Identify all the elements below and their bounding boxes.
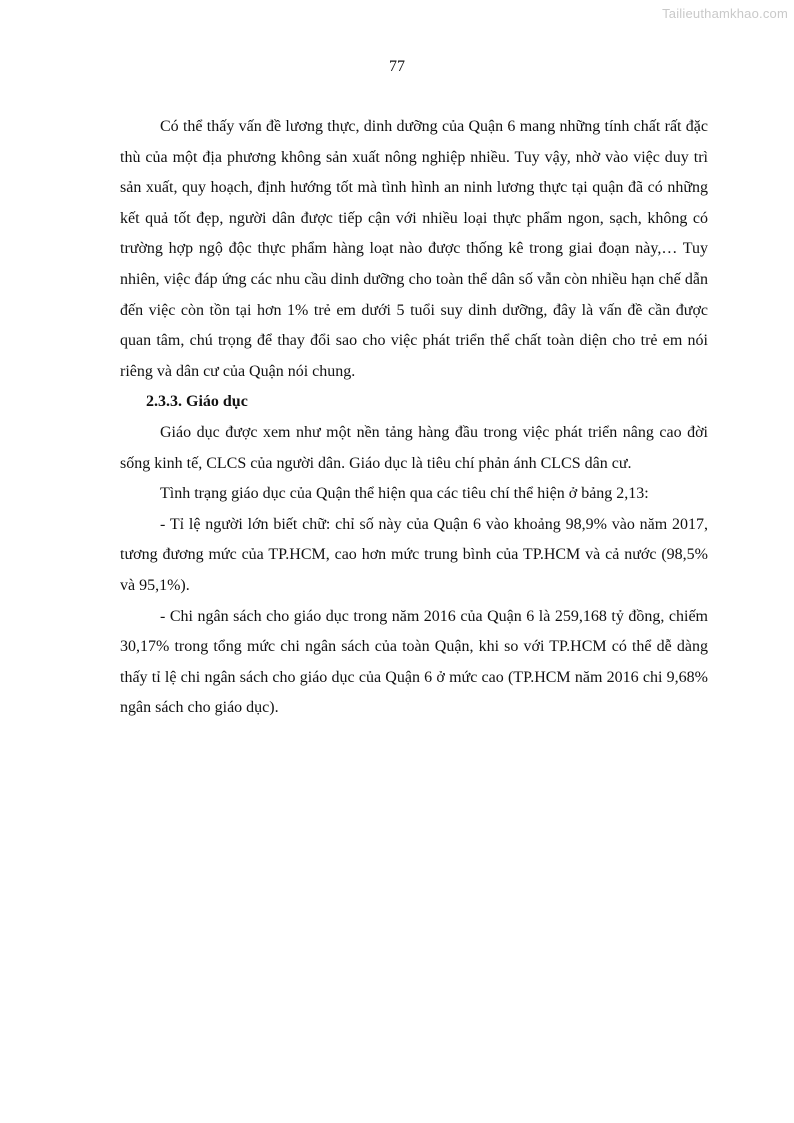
paragraph-education-status: Tình trạng giáo dục của Quận thể hiện qua các tiêu chí thể hiện ở bảng 2,13:: [160, 485, 649, 503]
paragraph-literacy-rate: - Tỉ lệ người lớn biết chữ: chỉ số này của Quận 6 vào khoảng 98,9% vào năm 2017, tương đương mức của TP.HCM, cao hơn mức trung bình của TP.HCM và cả nước (98,5% và 95,1%).: [120, 515, 708, 594]
page-number: 77: [389, 58, 405, 75]
watermark: Tailieuthamkhao.com: [662, 6, 788, 21]
paragraph-education-intro: Giáo dục được xem như một nền tảng hàng đầu trong việc phát triển nâng cao đời sống kinh tế, CLCS của người dân. Giáo dục là tiêu chí phản ánh CLCS dân cư.: [120, 423, 708, 472]
paragraph-education-budget: - Chi ngân sách cho giáo dục trong năm 2016 của Quận 6 là 259,168 tỷ đồng, chiếm 30,17% trong tổng mức chi ngân sách của toàn Quận, khi so với TP.HCM có thể dễ dàng thấy tỉ lệ chi ngân sách cho giáo dục của Quận 6 ở mức cao (TP.HCM năm 2016 chi 9,68% ngân sách cho giáo dục).: [120, 607, 708, 717]
paragraph-nutrition: Có thể thấy vấn đề lương thực, dinh dưỡng của Quận 6 mang những tính chất rất đặc thù của một địa phương không sản xuất nông nghiệp nhiều. Tuy vậy, nhờ vào việc duy trì sản xuất, quy hoạch, định hướng tốt mà tình hình an ninh lương thực tại quận đã có những kết quả tốt đẹp, người dân được tiếp cận với nhiều loại thực phẩm ngon, sạch, không có trường hợp ngộ độc thực phẩm hàng loạt nào được thống kê trong giai đoạn này,… Tuy nhiên, việc đáp ứng các nhu cầu dinh dưỡng cho toàn thể dân số vẫn còn nhiều hạn chế dẫn đến việc còn tồn tại hơn 1% trẻ em dưới 5 tuổi suy dinh dưỡng, đây là vấn đề cần được quan tâm, chú trọng để thay đổi sao cho việc phát triển thể chất toàn diện cho trẻ em nói riêng và dân cư của Quận nói chung.: [120, 118, 708, 380]
document-body: [120, 112, 708, 724]
section-heading-education: 2.3.3. Giáo dục: [146, 393, 248, 411]
